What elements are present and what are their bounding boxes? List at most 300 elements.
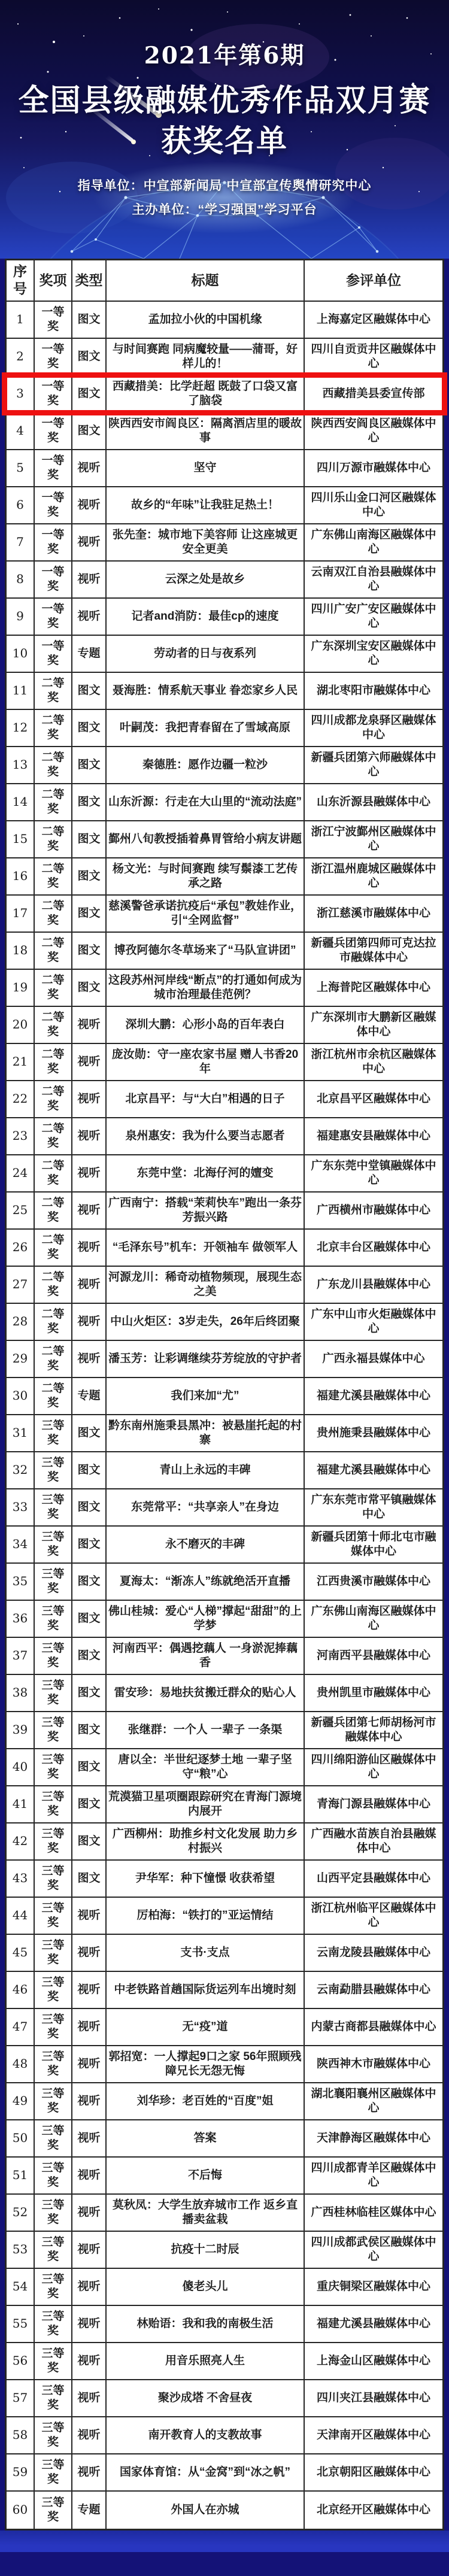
cell-index: 57 xyxy=(7,2380,35,2416)
cell-unit: 浙江杭州市余杭区融媒体中心 xyxy=(311,1048,436,1075)
cell-title: 林贻语：我和我的南极生活 xyxy=(107,2306,305,2342)
cell-type: 视听 xyxy=(72,1972,107,2008)
cell-unit: 重庆铜梁区融媒体中心 xyxy=(316,2280,430,2293)
cell-type: 图文 xyxy=(72,302,107,338)
table-row xyxy=(7,1564,442,1601)
cell-award: 二等奖 xyxy=(35,933,72,969)
cell-title: 郭招宽：一人撑起9口之家 56年照顾残障兄长无怨无悔 xyxy=(107,2046,305,2082)
cell-title: 用音乐照亮人生 xyxy=(107,2343,305,2379)
cell-unit: 湖北襄阳襄州区融媒体中心 xyxy=(311,2087,436,2114)
cell-unit: 北京丰台区融媒体中心 xyxy=(316,1240,430,1254)
cell-type: 视听 xyxy=(72,1230,107,1266)
cell-unit: 福建尤溪县融媒体中心 xyxy=(316,1463,430,1476)
cell-unit: 浙江杭州临平区融媒体中心 xyxy=(311,1901,436,1929)
table-row xyxy=(7,1675,442,1712)
cell-title: 孟加拉小伙的中国机缘 xyxy=(107,302,305,338)
cell-unit: 浙江宁波鄞州区融媒体中心 xyxy=(311,825,436,852)
cell-type: 视听 xyxy=(72,1898,107,1934)
cell-unit: 广西横州市融媒体中心 xyxy=(316,1203,430,1216)
cell-type: 图文 xyxy=(72,1415,107,1451)
cell-award: 三等奖 xyxy=(35,1823,72,1859)
table-header-row xyxy=(7,260,442,302)
cell-award: 三等奖 xyxy=(35,2454,72,2490)
cell-type: 图文 xyxy=(72,784,107,820)
cell-title: 河南西平：偶遇挖藕人 一身淤泥捧藕香 xyxy=(107,1638,305,1674)
cell-type: 视听 xyxy=(72,2306,107,2342)
cell-title: 东莞常平：“共享亲人”在身边 xyxy=(107,1489,305,1525)
table-row xyxy=(7,2083,442,2120)
table-row xyxy=(7,1044,442,1081)
table-row xyxy=(7,2158,442,2195)
cell-award: 三等奖 xyxy=(35,1564,72,1600)
cell-unit: 四川成都武侯区融媒体中心 xyxy=(311,2235,436,2263)
table-row xyxy=(7,1489,442,1527)
cell-unit: 福建尤溪县融媒体中心 xyxy=(316,2317,430,2330)
cell-unit: 广东东莞市常平镇融媒体中心 xyxy=(311,1493,436,1521)
cell-title: 劳动者的日与夜系列 xyxy=(107,636,305,672)
cell-title: 叶嗣茂：我把青春留在了雪域高原 xyxy=(107,710,305,746)
cell-unit: 广东中山市火炬融媒体中心 xyxy=(311,1307,436,1335)
cell-title: 黔东南州施秉县黑冲：被悬崖托起的村寨 xyxy=(107,1415,305,1451)
cell-award: 三等奖 xyxy=(35,1638,72,1674)
table-row xyxy=(7,1786,442,1823)
table-row xyxy=(7,1081,442,1118)
cell-type: 图文 xyxy=(72,858,107,894)
cell-award: 三等奖 xyxy=(35,1712,72,1748)
cell-type: 视听 xyxy=(72,2454,107,2490)
cell-type: 图文 xyxy=(72,747,107,783)
table-row xyxy=(7,1638,442,1675)
cell-index: 43 xyxy=(7,1861,35,1897)
cell-index: 6 xyxy=(7,487,35,523)
cell-type: 视听 xyxy=(72,1081,107,1117)
table-row xyxy=(7,2269,442,2306)
cell-type: 视听 xyxy=(72,2083,107,2119)
cell-award: 二等奖 xyxy=(35,1230,72,1266)
cell-unit: 新疆兵团第十师北屯市融媒体中心 xyxy=(311,1530,436,1558)
cell-index: 2 xyxy=(7,339,35,375)
cell-award: 二等奖 xyxy=(35,710,72,746)
table-row xyxy=(7,1193,442,1230)
cell-award: 二等奖 xyxy=(35,858,72,894)
cell-unit: 四川自贡贡井区融媒体中心 xyxy=(311,342,436,370)
cell-unit: 内蒙古商都县融媒体中心 xyxy=(311,2020,436,2033)
cell-index: 7 xyxy=(7,524,35,560)
table-row xyxy=(7,2306,442,2343)
cell-title: 鄞州八旬教授插着鼻胃管给小病友讲题 xyxy=(107,821,305,857)
table-row xyxy=(7,2009,442,2046)
table-row xyxy=(7,1378,442,1415)
table-row xyxy=(7,1415,442,1452)
cell-award: 三等奖 xyxy=(35,2343,72,2379)
cell-unit: 陕西神木市融媒体中心 xyxy=(316,2057,430,2070)
cell-type: 视听 xyxy=(72,1155,107,1191)
table-row xyxy=(7,1972,442,2009)
cell-title: 聂海胜：情系航天事业 眷恋家乡人民 xyxy=(107,673,305,709)
cell-type: 图文 xyxy=(72,710,107,746)
cell-index: 52 xyxy=(7,2195,35,2231)
table-row xyxy=(7,1267,442,1304)
cell-title: 答案 xyxy=(107,2120,305,2156)
cell-title: 荒漠猫卫星项圈跟踪研究在青海门源境内展开 xyxy=(107,1786,305,1822)
table-row xyxy=(7,1749,442,1786)
cell-type: 视听 xyxy=(72,2195,107,2231)
cell-index: 54 xyxy=(7,2269,35,2305)
cell-unit: 广西桂林临桂区媒体中心 xyxy=(311,2205,436,2219)
guidance-unit-label: 指导单位：中宣部新闻局 中宣部宣传舆情研究中心 xyxy=(77,179,372,193)
cell-type: 视听 xyxy=(72,1193,107,1228)
table-row xyxy=(7,302,442,339)
cell-unit: 广东深圳宝安区融媒体中心 xyxy=(311,639,436,667)
cell-unit: 广东佛山南海区融媒体中心 xyxy=(311,1604,436,1632)
table-row xyxy=(7,2232,442,2269)
cell-award: 三等奖 xyxy=(35,2120,72,2156)
cell-title: 刘华珍：老百姓的“百度”姐 xyxy=(107,2083,305,2119)
table-row xyxy=(7,562,442,599)
cell-title: 山东沂源：行走在大山里的“流动法庭” xyxy=(107,784,305,820)
table-row xyxy=(7,1898,442,1935)
cell-award: 二等奖 xyxy=(35,784,72,820)
table-row xyxy=(7,339,442,376)
table-row xyxy=(7,2492,442,2529)
table-row xyxy=(7,1118,442,1155)
cell-title: 雷安珍：易地扶贫搬迁群众的贴心人 xyxy=(107,1675,305,1711)
cell-award: 二等奖 xyxy=(35,1341,72,1377)
cell-index: 23 xyxy=(7,1118,35,1154)
bottom-strip-decoration xyxy=(0,2531,449,2552)
cell-unit: 四川广安广安区融媒体中心 xyxy=(311,602,436,630)
cell-title: 国家体育馆：从“金窝”到“冰之帆” xyxy=(107,2454,305,2490)
cell-title: 北京昌平：与“大白”相遇的日子 xyxy=(107,1081,305,1117)
cell-type: 视听 xyxy=(72,2158,107,2193)
cell-award: 三等奖 xyxy=(35,2232,72,2268)
cell-index: 55 xyxy=(7,2306,35,2342)
cell-award: 一等奖 xyxy=(35,487,72,523)
cell-title: “毛泽东号”机车：开领袖车 做领军人 xyxy=(107,1230,305,1266)
cell-unit: 广东龙川县融媒体中心 xyxy=(316,1278,430,1291)
cell-award: 三等奖 xyxy=(35,1749,72,1785)
cell-title: 夏海太：“渐冻人”练就绝活开直播 xyxy=(107,1564,305,1600)
cell-unit: 四川成都龙泉驿区融媒体中心 xyxy=(311,714,436,741)
cell-title: 坚守 xyxy=(107,450,305,486)
cell-index: 11 xyxy=(7,673,35,709)
cell-award: 一等奖 xyxy=(35,450,72,486)
cell-unit: 四川夹江县融媒体中心 xyxy=(316,2391,430,2404)
cell-index: 22 xyxy=(7,1081,35,1117)
column-header-no: 序号 xyxy=(7,260,35,301)
table-row xyxy=(7,858,442,896)
cell-award: 二等奖 xyxy=(35,1081,72,1117)
cell-title: 不后悔 xyxy=(107,2158,305,2193)
cell-type: 视听 xyxy=(72,1304,107,1340)
table-row xyxy=(7,1007,442,1044)
cell-index: 50 xyxy=(7,2120,35,2156)
cell-award: 二等奖 xyxy=(35,1118,72,1154)
cell-award: 三等奖 xyxy=(35,2306,72,2342)
cell-type: 图文 xyxy=(72,1489,107,1525)
table-row xyxy=(7,970,442,1007)
cell-index: 9 xyxy=(7,599,35,635)
table-row xyxy=(7,636,442,673)
table-row xyxy=(7,2046,442,2083)
cell-type: 视听 xyxy=(72,524,107,560)
table-row xyxy=(7,1601,442,1638)
table-row xyxy=(7,784,442,821)
cell-award: 一等奖 xyxy=(35,562,72,597)
cell-type: 视听 xyxy=(72,2009,107,2045)
cell-index: 30 xyxy=(7,1378,35,1414)
cell-type: 视听 xyxy=(72,450,107,486)
cell-type: 视听 xyxy=(72,599,107,635)
cell-index: 20 xyxy=(7,1007,35,1043)
cell-title: 傻老头儿 xyxy=(107,2269,305,2305)
table-row xyxy=(7,747,442,784)
cell-index: 16 xyxy=(7,858,35,894)
cell-type: 图文 xyxy=(72,1564,107,1600)
cell-title: 外国人在亦城 xyxy=(107,2492,305,2529)
cell-type: 图文 xyxy=(72,413,107,449)
cell-type: 视听 xyxy=(72,2343,107,2379)
cell-index: 3 xyxy=(7,376,35,412)
cell-type: 图文 xyxy=(72,376,107,412)
table-body xyxy=(7,302,442,2529)
cell-type: 视听 xyxy=(72,1007,107,1043)
cell-index: 27 xyxy=(7,1267,35,1303)
cell-unit: 陕西西安阎良区融媒体中心 xyxy=(311,417,436,444)
cell-title: 广西南宁：搭载“茉莉快车”跑出一条芬芳振兴路 xyxy=(107,1193,305,1228)
cell-unit: 福建尤溪县融媒体中心 xyxy=(316,1389,430,1402)
table-row xyxy=(7,2380,442,2417)
cell-unit: 四川绵阳游仙区融媒体中心 xyxy=(311,1753,436,1780)
cell-index: 12 xyxy=(7,710,35,746)
cell-index: 4 xyxy=(7,413,35,449)
cell-title: 佛山桂城：爱心“人梯”撑起“甜甜”的上学梦 xyxy=(107,1601,305,1637)
table-row xyxy=(7,1823,442,1861)
table-row xyxy=(7,1304,442,1341)
cell-unit: 贵州施秉县融媒体中心 xyxy=(316,1426,430,1439)
cell-title: 泉州惠安：我为什么要当志愿者 xyxy=(107,1118,305,1154)
cell-award: 三等奖 xyxy=(35,1935,72,1971)
table-row xyxy=(7,1861,442,1898)
organizer-unit-label: 主办单位：“学习强国”学习平台 xyxy=(132,203,317,217)
cell-unit: 广东东莞中堂镇融媒体中心 xyxy=(311,1159,436,1187)
cell-type: 图文 xyxy=(72,1749,107,1785)
cell-title: 博孜阿德尔冬草场来了“马队宣讲团” xyxy=(107,933,305,969)
cell-title: 聚沙成塔 不舍昼夜 xyxy=(107,2380,305,2416)
cell-unit: 天津南开区融媒体中心 xyxy=(316,2428,430,2441)
cell-index: 14 xyxy=(7,784,35,820)
cell-award: 二等奖 xyxy=(35,1304,72,1340)
cell-title: 云深之处是故乡 xyxy=(107,562,305,597)
poster-header xyxy=(0,0,449,259)
cell-index: 18 xyxy=(7,933,35,969)
cell-unit: 广西永福县媒体中心 xyxy=(322,1352,425,1365)
cell-index: 60 xyxy=(7,2492,35,2529)
cell-title: 潘玉芳：让彩调继续芬芳绽放的守护者 xyxy=(107,1341,305,1377)
cell-type: 图文 xyxy=(72,1527,107,1562)
cell-index: 45 xyxy=(7,1935,35,1971)
column-header-award: 奖项 xyxy=(35,260,72,301)
table-row xyxy=(7,487,442,524)
cell-type: 视听 xyxy=(72,2232,107,2268)
cell-title: 这段苏州河岸线“断点”的打通如何成为城市治理最佳范例？ xyxy=(107,970,305,1006)
cell-title: 与时间赛跑 同病魔较量——蒲哥，好样儿的！ xyxy=(107,339,305,375)
cell-title: 永不磨灭的丰碑 xyxy=(107,1527,305,1562)
cell-award: 三等奖 xyxy=(35,1452,72,1488)
cell-type: 专题 xyxy=(72,636,107,672)
cell-title: 广西柳州：助推乡村文化发展 助力乡村振兴 xyxy=(107,1823,305,1859)
cell-index: 33 xyxy=(7,1489,35,1525)
table-row xyxy=(7,821,442,858)
cell-award: 二等奖 xyxy=(35,1044,72,1080)
cell-unit: 上海嘉定区融媒体中心 xyxy=(316,312,430,326)
cell-award: 二等奖 xyxy=(35,1155,72,1191)
cell-index: 37 xyxy=(7,1638,35,1674)
cell-type: 图文 xyxy=(72,1786,107,1822)
cell-index: 40 xyxy=(7,1749,35,1785)
cell-index: 13 xyxy=(7,747,35,783)
cell-index: 19 xyxy=(7,970,35,1006)
table-row xyxy=(7,1935,442,1972)
cell-index: 25 xyxy=(7,1193,35,1228)
cell-index: 56 xyxy=(7,2343,35,2379)
cell-award: 三等奖 xyxy=(35,1489,72,1525)
cell-index: 32 xyxy=(7,1452,35,1488)
cell-type: 专题 xyxy=(72,2492,107,2529)
cell-index: 51 xyxy=(7,2158,35,2193)
cell-award: 三等奖 xyxy=(35,2417,72,2453)
cell-title: 秦德胜：愿作边疆一粒沙 xyxy=(107,747,305,783)
table-row xyxy=(7,450,442,487)
cell-title: 深圳大鹏：心形小岛的百年表白 xyxy=(107,1007,305,1043)
cell-award: 三等奖 xyxy=(35,1861,72,1897)
cell-award: 二等奖 xyxy=(35,896,72,932)
cell-unit: 云南双江自治县融媒体中心 xyxy=(311,565,436,593)
cell-unit: 福建惠安县融媒体中心 xyxy=(316,1129,430,1142)
cell-unit: 山西平定县融媒体中心 xyxy=(316,1871,430,1885)
cell-type: 图文 xyxy=(72,1861,107,1897)
cell-title: 厉柏海：“铁打的”亚运情结 xyxy=(107,1898,305,1934)
cell-index: 31 xyxy=(7,1415,35,1451)
cell-award: 二等奖 xyxy=(35,1378,72,1414)
cell-index: 58 xyxy=(7,2417,35,2453)
cell-index: 35 xyxy=(7,1564,35,1600)
cell-unit: 江西贵溪市融媒体中心 xyxy=(316,1574,430,1588)
cell-type: 图文 xyxy=(72,933,107,969)
cell-award: 三等奖 xyxy=(35,1601,72,1637)
cell-type: 视听 xyxy=(72,2046,107,2082)
cell-award: 三等奖 xyxy=(35,1527,72,1562)
cell-index: 39 xyxy=(7,1712,35,1748)
cell-unit: 北京经开区融媒体中心 xyxy=(316,2503,430,2516)
column-header-title: 标题 xyxy=(107,260,305,301)
cell-type: 视听 xyxy=(72,2417,107,2453)
cell-type: 图文 xyxy=(72,1712,107,1748)
cell-title: 中老铁路首趟国际货运列车出境时刻 xyxy=(107,1972,305,2008)
cell-unit: 天津静海区融媒体中心 xyxy=(316,2131,430,2144)
cell-index: 17 xyxy=(7,896,35,932)
cell-unit: 浙江温州鹿城区融媒体中心 xyxy=(311,862,436,890)
cell-type: 视听 xyxy=(72,1341,107,1377)
cell-index: 38 xyxy=(7,1675,35,1711)
column-header-unit: 参评单位 xyxy=(346,272,401,288)
cell-unit: 浙江慈溪市融媒体中心 xyxy=(316,906,430,920)
table-row xyxy=(7,2195,442,2232)
cell-award: 三等奖 xyxy=(35,2083,72,2119)
cell-unit: 广东深圳市大鹏新区融媒体中心 xyxy=(311,1011,436,1038)
table-row xyxy=(7,599,442,636)
cell-type: 图文 xyxy=(72,1675,107,1711)
cell-award: 三等奖 xyxy=(35,1972,72,2008)
cell-index: 34 xyxy=(7,1527,35,1562)
cell-unit: 上海金山区融媒体中心 xyxy=(316,2354,430,2367)
table-row xyxy=(7,1452,442,1489)
cell-title: 唐以全：半世纪逐梦土地 一辈子坚守“粮”心 xyxy=(107,1749,305,1785)
cell-award: 二等奖 xyxy=(35,970,72,1006)
table-row xyxy=(7,2120,442,2158)
cell-unit: 上海普陀区融媒体中心 xyxy=(316,981,430,994)
issue-label: 2021年第6期 xyxy=(144,42,305,69)
cell-unit: 四川万源市融媒体中心 xyxy=(316,461,430,474)
table-row xyxy=(7,896,442,933)
cell-index: 1 xyxy=(7,302,35,338)
cell-type: 图文 xyxy=(72,339,107,375)
cell-award: 二等奖 xyxy=(35,821,72,857)
table-row xyxy=(7,1527,442,1564)
cell-type: 图文 xyxy=(72,821,107,857)
cell-index: 36 xyxy=(7,1601,35,1637)
cell-type: 图文 xyxy=(72,896,107,932)
table-row xyxy=(7,2343,442,2380)
cell-index: 29 xyxy=(7,1341,35,1377)
cell-award: 三等奖 xyxy=(35,2195,72,2231)
table-row xyxy=(7,933,442,970)
table-row xyxy=(7,413,442,450)
cell-award: 三等奖 xyxy=(35,2009,72,2045)
cell-index: 5 xyxy=(7,450,35,486)
cell-award: 三等奖 xyxy=(35,1898,72,1934)
cell-title: 我们来加“尤” xyxy=(107,1378,305,1414)
cell-index: 53 xyxy=(7,2232,35,2268)
cell-type: 图文 xyxy=(72,1823,107,1859)
poster-title-line1: 全国县级融媒优秀作品双月赛 xyxy=(18,83,431,117)
cell-index: 48 xyxy=(7,2046,35,2082)
cell-award: 三等奖 xyxy=(35,1786,72,1822)
cell-award: 二等奖 xyxy=(35,747,72,783)
cell-index: 8 xyxy=(7,562,35,597)
awards-table xyxy=(5,259,444,2531)
cell-type: 视听 xyxy=(72,1935,107,1971)
poster-title-line2: 获奖名单 xyxy=(160,124,288,158)
cell-award: 一等奖 xyxy=(35,524,72,560)
cell-award: 二等奖 xyxy=(35,1193,72,1228)
cell-title: 陕西西安市阎良区：隔离酒店里的暖故事 xyxy=(107,413,305,449)
cell-award: 三等奖 xyxy=(35,1415,72,1451)
cell-title: 西藏措美：比学赶超 既鼓了口袋又富了脑袋 xyxy=(107,376,305,412)
cell-type: 视听 xyxy=(72,1044,107,1080)
cell-type: 视听 xyxy=(72,1267,107,1303)
table-row xyxy=(7,1230,442,1267)
cell-unit: 山东沂源县融媒体中心 xyxy=(316,795,430,808)
cell-title: 支书·支点 xyxy=(107,1935,305,1971)
cell-index: 42 xyxy=(7,1823,35,1859)
cell-unit: 广东佛山南海区融媒体中心 xyxy=(311,528,436,556)
table-row xyxy=(7,1341,442,1378)
cell-index: 46 xyxy=(7,1972,35,2008)
cell-award: 三等奖 xyxy=(35,1675,72,1711)
table-row xyxy=(7,376,442,413)
cell-title: 庞汝勋：守一座农家书屋 赠人书香20年 xyxy=(107,1044,305,1080)
